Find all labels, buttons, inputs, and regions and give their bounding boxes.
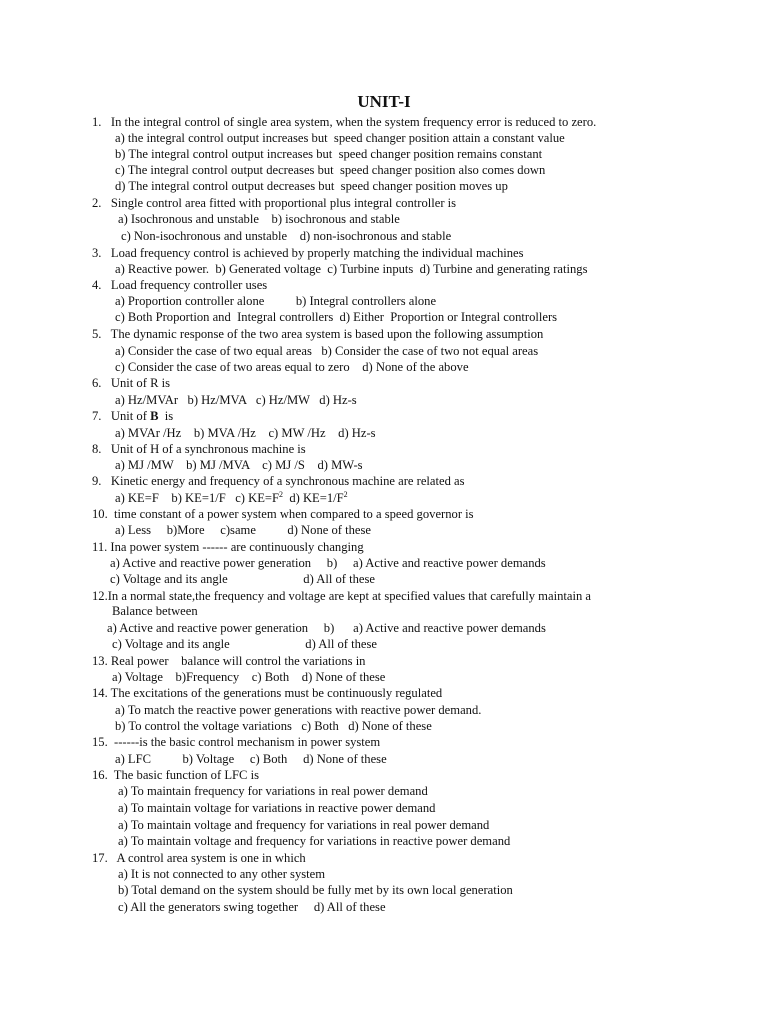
question-9: 9. Kinetic energy and frequency of a synchronous machine are related as bbox=[92, 474, 465, 488]
page-title: UNIT-I bbox=[357, 92, 411, 111]
question-15-options: a) LFC b) Voltage c) Both d) None of these bbox=[115, 752, 387, 766]
question-13-options: a) Voltage b)Frequency c) Both d) None of these bbox=[112, 670, 386, 684]
question-15: 15. ------is the basic control mechanism in power system bbox=[92, 735, 381, 749]
question-7-options: a) MVAr /Hz b) MVA /Hz c) MW /Hz d) Hz-s bbox=[115, 426, 376, 440]
question-8-options: a) MJ /MW b) MJ /MVA c) MJ /S d) MW-s bbox=[115, 458, 363, 472]
question-8: 8. Unit of H of a synchronous machine is bbox=[92, 442, 306, 456]
question-5-options-cd: c) Consider the case of two areas equal to zero d) None of the above bbox=[115, 360, 469, 374]
question-13: 13. Real power balance will control the variations in bbox=[92, 654, 366, 668]
question-16-option-1: a) To maintain frequency for variations in real power demand bbox=[118, 784, 428, 798]
question-9-option-d: d) KE=1/F bbox=[283, 491, 344, 505]
question-1-option-b: b) The integral control output increases but speed changer position remains constant bbox=[115, 147, 543, 161]
question-16-option-2: a) To maintain voltage for variations in reactive power demand bbox=[118, 801, 436, 815]
question-16: 16. The basic function of LFC is bbox=[92, 768, 259, 782]
question-6-options: a) Hz/MVAr b) Hz/MVA c) Hz/MW d) Hz-s bbox=[115, 393, 357, 407]
question-4-options-ab: a) Proportion controller alone b) Integral controllers alone bbox=[115, 294, 437, 308]
question-12-options-ab: a) Active and reactive power generation b) a) Active and reactive power demands bbox=[107, 621, 546, 635]
question-10: 10. time constant of a power system when compared to a speed governor is bbox=[92, 507, 474, 521]
question-9-options bbox=[115, 490, 348, 506]
question-1-option-d: d) The integral control output decreases but speed changer position moves up bbox=[115, 179, 508, 193]
question-11-options-ab: a) Active and reactive power generation b) a) Active and reactive power demands bbox=[110, 556, 546, 570]
question-14: 14. The excitations of the generations must be continuously regulated bbox=[92, 686, 443, 700]
question-5: 5. The dynamic response of the two area system is based upon the following assumption bbox=[92, 327, 544, 341]
question-16-option-4: a) To maintain voltage and frequency for variations in reactive power demand bbox=[118, 834, 511, 848]
question-17-option-a: a) It is not connected to any other system bbox=[118, 867, 326, 881]
question-12-options-cd: c) Voltage and its angle d) All of these bbox=[112, 637, 378, 651]
question-6: 6. Unit of R is bbox=[92, 376, 171, 390]
question-17: 17. A control area system is one in which bbox=[92, 851, 306, 865]
question-14-option-a: a) To match the reactive power generations with reactive power demand. bbox=[115, 703, 482, 717]
question-14-option-b: b) To control the voltage variations c) Both d) None of these bbox=[115, 719, 432, 733]
superscript-2: 2 bbox=[343, 490, 348, 499]
question-4: 4. Load frequency controller uses bbox=[92, 278, 268, 292]
question-3: 3. Load frequency control is achieved by properly matching the individual machines bbox=[92, 246, 524, 260]
question-16-option-3: a) To maintain voltage and frequency for variations in real power demand bbox=[118, 818, 490, 832]
question-7-bold-symbol: B bbox=[150, 409, 159, 423]
question-17-options-cd: c) All the generators swing together d) All of these bbox=[118, 900, 386, 914]
question-5-options-ab: a) Consider the case of two equal areas b) Consider the case of two not equal areas bbox=[115, 344, 539, 358]
question-7 bbox=[92, 408, 173, 424]
question-7-suffix: is bbox=[158, 409, 174, 423]
question-9-options-abc: a) KE=F b) KE=1/F c) KE=F bbox=[115, 491, 280, 505]
question-2-options-cd: c) Non-isochronous and unstable d) non-isochronous and stable bbox=[121, 229, 452, 243]
superscript-2: 2 bbox=[279, 490, 284, 499]
question-3-options: a) Reactive power. b) Generated voltage c) Turbine inputs d) Turbine and generating ratings bbox=[115, 262, 588, 276]
question-12: 12.In a normal state,the frequency and voltage are kept at specified values that carefully maintain a bbox=[92, 589, 591, 603]
question-12-continued: Balance between bbox=[112, 604, 198, 618]
question-10-options: a) Less b)More c)same d) None of these bbox=[115, 523, 371, 537]
question-7-prefix: 7. Unit of bbox=[92, 409, 151, 423]
question-2: 2. Single control area fitted with proportional plus integral controller is bbox=[92, 196, 457, 210]
question-1-option-a: a) the integral control output increases but speed changer position attain a constant value bbox=[115, 131, 565, 145]
question-1: 1. In the integral control of single area system, when the system frequency error is reduced to zero. bbox=[92, 115, 597, 129]
question-11-options-cd: c) Voltage and its angle d) All of these bbox=[110, 572, 376, 586]
question-11: 11. Ina power system ------ are continuously changing bbox=[92, 540, 364, 554]
question-2-options-ab: a) Isochronous and unstable b) isochronous and stable bbox=[118, 212, 400, 226]
question-17-option-b: b) Total demand on the system should be fully met by its own local generation bbox=[118, 883, 513, 897]
question-4-options-cd: c) Both Proportion and Integral controllers d) Either Proportion or Integral controllers bbox=[115, 310, 558, 324]
question-1-option-c: c) The integral control output decreases but speed changer position also comes down bbox=[115, 163, 546, 177]
